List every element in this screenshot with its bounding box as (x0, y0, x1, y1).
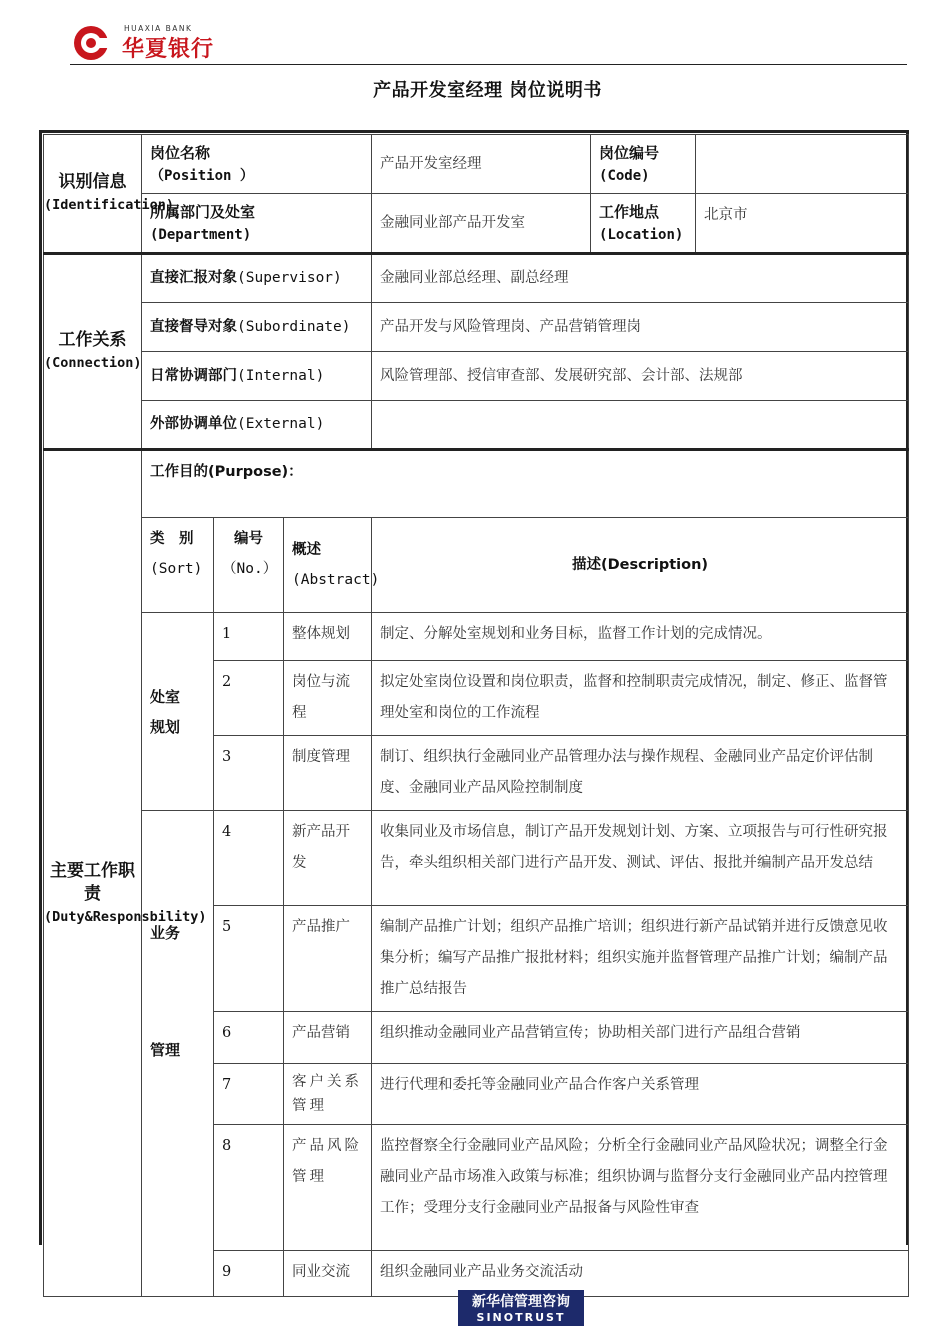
item-abstract: 产品风险管理 (284, 1125, 372, 1251)
code-cell (591, 135, 909, 194)
bank-name-cn: 华夏银行 (122, 37, 215, 62)
bank-name-en: HUAXIA BANK (124, 24, 193, 33)
sort-office-planning: 处室规划 (142, 613, 214, 811)
column-header-row (44, 518, 909, 613)
item-abstract: 客户关系管理 (284, 1064, 372, 1125)
location-cell (591, 194, 909, 254)
item-abstract: 整体规划 (284, 613, 372, 661)
abstract-header: 概述 (Abstract) (284, 518, 372, 613)
item-description: 监控督察全行金融同业产品风险；分析全行金融同业产品风险状况；调整全行金融同业产品市场准入政策与标准；组织协调与监督分支行金融同业产品内控管理工作；受理分支行金融同业产品报备与风险性审查 (372, 1125, 909, 1251)
duty-section-label: 主要工作职责 (Duty&Responsbility) (44, 450, 142, 1297)
identification-section-label: 识别信息 (Identification) (44, 135, 142, 254)
connection-row (44, 303, 909, 352)
item-no: 2 (214, 661, 284, 736)
sort-business-management: 业务 管理 (142, 811, 214, 1297)
description-header: 描述(Description) (372, 518, 909, 613)
purpose-row (44, 450, 909, 518)
item-no: 8 (214, 1125, 284, 1251)
huaxia-bank-logo-icon (72, 24, 110, 62)
footer-brand-en: SINOTRUST (476, 1311, 566, 1324)
item-abstract: 新产品开发 (284, 811, 372, 906)
item-no: 3 (214, 736, 284, 811)
purpose-label: 工作目的(Purpose)： (142, 450, 909, 518)
item-description: 制订、组织执行金融同业产品管理办法与操作规程、金融同业产品定价评估制度、金融同业产品风险控制制度 (372, 736, 909, 811)
duty-item-row (44, 613, 909, 661)
location-value: 北京市 (704, 207, 748, 223)
item-no: 1 (214, 613, 284, 661)
subordinate-label: 直接督导对象(Subordinate) (142, 303, 372, 352)
code-value (696, 135, 909, 193)
item-description: 拟定处室岗位设置和岗位职责，监督和控制职责完成情况，制定、修正、监督管理处室和岗位的工作流程 (372, 661, 909, 736)
position-value: 产品开发室经理 (372, 135, 591, 194)
item-no: 6 (214, 1012, 284, 1064)
no-header: 编号 （No.） (214, 518, 284, 613)
subordinate-value: 产品开发与风险管理岗、产品营销管理岗 (372, 303, 909, 352)
item-no: 7 (214, 1064, 284, 1125)
external-label: 外部协调单位(External) (142, 401, 372, 450)
item-no: 4 (214, 811, 284, 906)
item-abstract: 岗位与流程 (284, 661, 372, 736)
duty-item-row (44, 811, 909, 906)
job-description-table (43, 134, 909, 1297)
footer-brand-cn: 新华信管理咨询 (472, 1294, 570, 1310)
position-label: 岗位名称 （Position ） (142, 135, 372, 194)
identification-row-1 (44, 135, 909, 194)
item-abstract: 制度管理 (284, 736, 372, 811)
internal-value: 风险管理部、授信审查部、发展研究部、会计部、法规部 (372, 352, 909, 401)
connection-row (44, 254, 909, 303)
item-no: 5 (214, 906, 284, 1012)
item-description: 组织推动金融同业产品营销宣传；协助相关部门进行产品组合营销 (372, 1012, 909, 1064)
external-value (372, 401, 909, 450)
item-abstract: 产品营销 (284, 1012, 372, 1064)
connection-section-label: 工作关系 (Connection) (44, 254, 142, 450)
identification-row-2 (44, 194, 909, 254)
sinotrust-logo-icon (458, 1290, 584, 1326)
document-title: 产品开发室经理 岗位说明书 (373, 80, 602, 101)
supervisor-value: 金融同业部总经理、副总经理 (372, 254, 909, 303)
item-description: 编制产品推广计划；组织产品推广培训；组织进行新产品试销并进行反馈意见收集分析；编写产品推广报批材料；组织实施并监督管理产品推广计划；编制产品推广总结报告 (372, 906, 909, 1012)
item-abstract: 产品推广 (284, 906, 372, 1012)
item-description: 收集同业及市场信息，制订产品开发规划计划、方案、立项报告与可行性研究报告，牵头组织相关部门进行产品开发、测试、评估、报批并编制产品开发总结 (372, 811, 909, 906)
header-divider (70, 64, 907, 65)
sort-header: 类 别 (Sort) (142, 518, 214, 613)
connection-row (44, 401, 909, 450)
item-description: 制定、分解处室规划和业务目标，监督工作计划的完成情况。 (372, 613, 909, 661)
item-no: 9 (214, 1251, 284, 1297)
item-abstract: 同业交流 (284, 1251, 372, 1297)
item-description: 组织金融同业产品业务交流活动 (372, 1251, 909, 1297)
internal-label: 日常协调部门(Internal) (142, 352, 372, 401)
item-description: 进行代理和委托等金融同业产品合作客户关系管理 (372, 1064, 909, 1125)
connection-row (44, 352, 909, 401)
department-value: 金融同业部产品开发室 (372, 194, 591, 254)
code-label: 岗位编号 (Code) (591, 135, 696, 193)
department-label: 所属部门及处室 (Department) (142, 194, 372, 254)
supervisor-label: 直接汇报对象(Supervisor) (142, 254, 372, 303)
location-label: 工作地点 (Location) (591, 194, 696, 252)
